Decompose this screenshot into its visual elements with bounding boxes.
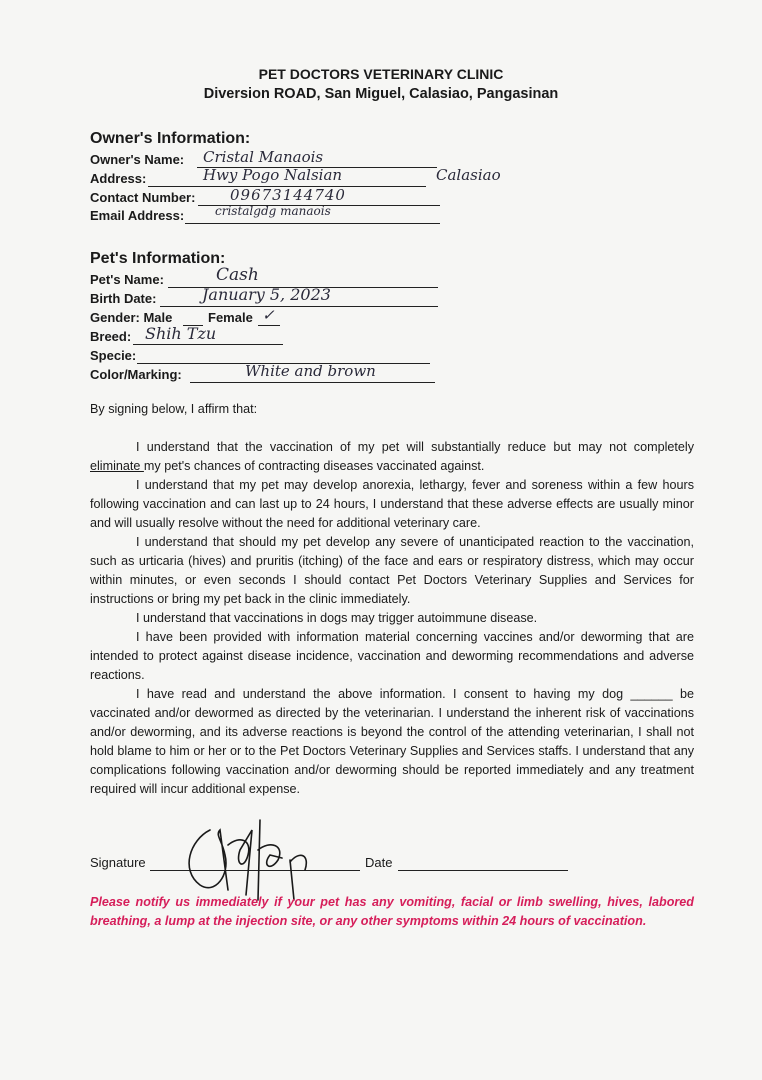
gender-male-label: Gender: Male (90, 310, 173, 325)
paragraph-6: I have read and understand the above information. I consent to having my dog ______ be vaccinated and/or dewormed as directed by the veterinarian. I understand the inherent risk of vaccinations and/or deworming, and its adverse reactions is beyond the control of the attending veterinarian, I shall not hold blame to him or her or to the Pet Doctors Veterinary Supplies and Services staffs. I understand that any complications following vaccination and/or deworming should be reported immediately and any treatment required will incur additional expense. (90, 687, 694, 796)
breed-label: Breed: (90, 329, 132, 344)
gender-check-mark: ✓ (262, 306, 275, 324)
paragraph-5: I have been provided with information material concerning vaccines and/or deworming that are intended to protect against disease incidence, vaccination and deworming recommendations and adverse reactions. (90, 630, 694, 682)
breed-value: Shih Tzu (145, 324, 217, 343)
date-label: Date (365, 855, 393, 870)
notice-text: Please notify us immediately if your pet has any vomiting, facial or limb swelling, hives, labored breathing, a lump at the injection site, or any other symptoms within 24 hours of vaccination. (90, 895, 694, 928)
paragraph-4: I understand that vaccinations in dogs may trigger autoimmune disease. (136, 611, 538, 625)
paragraph-3: I understand that should my pet develop any severe of unanticipated reaction to the vaccination, such as urticaria (hives) and pruritis (itching) of the face and ears or respiratory distress, which may occur within minutes, or even seconds I should contact Pet Doctors Veterinary Supplies and Services for instructions or bring my pet back in the clinic immediately. (90, 535, 694, 606)
gender-female-label: Female (208, 310, 253, 325)
pet-name-label: Pet's Name: (90, 272, 164, 287)
email-line[interactable] (185, 223, 440, 224)
address-label: Address: (90, 171, 147, 186)
gender-female-line[interactable] (258, 325, 280, 326)
clinic-address: Diversion ROAD, San Miguel, Calasiao, Pangasinan (203, 86, 559, 102)
owner-name-label: Owner's Name: (90, 152, 185, 167)
email-label: Email Address: (90, 208, 185, 223)
pet-name-value: Cash (216, 265, 259, 285)
birth-date-line[interactable] (160, 306, 438, 307)
birth-date-label: Birth Date: (90, 291, 157, 306)
address-extra: Calasiao (436, 166, 501, 184)
address-value: Hwy Pogo Nalsian (203, 166, 343, 184)
signature-row (90, 855, 146, 870)
signature-label: Signature (90, 855, 146, 870)
date-line[interactable] (398, 870, 568, 871)
clinic-name: PET DOCTORS VETERINARY CLINIC (258, 66, 504, 82)
email-value: cristalgdg manaois (215, 204, 331, 218)
consent-body (90, 438, 694, 799)
color-marking-value: White and brown (245, 362, 376, 380)
color-marking-label: Color/Marking: (90, 367, 182, 382)
affirm-intro: By signing below, I affirm that: (90, 402, 258, 416)
color-marking-line[interactable] (190, 382, 435, 383)
contact-value: 09673144740 (230, 186, 346, 204)
eliminate-word: eliminate (90, 459, 144, 473)
contact-label: Contact Number: (90, 190, 196, 205)
owner-section-title: Owner's Information: (90, 130, 251, 147)
birth-date-value: January 5, 2023 (202, 285, 331, 304)
paragraph-2: I understand that my pet may develop anorexia, lethargy, fever and soreness within a few hours following vaccination and can last up to 24 hours, I understand that these adverse effects are usually minor and will usually resolve without the need for additional veterinary care. (90, 478, 694, 530)
owner-name-value: Cristal Manaois (203, 148, 324, 166)
breed-line[interactable] (133, 344, 283, 345)
pet-section-title: Pet's Information: (90, 250, 226, 267)
specie-label: Specie: (90, 348, 137, 363)
paragraph-1: I understand that the vaccination of my pet will substantially reduce but may not completely eliminate my pet's chances of contracting diseases vaccinated against. (90, 440, 694, 473)
